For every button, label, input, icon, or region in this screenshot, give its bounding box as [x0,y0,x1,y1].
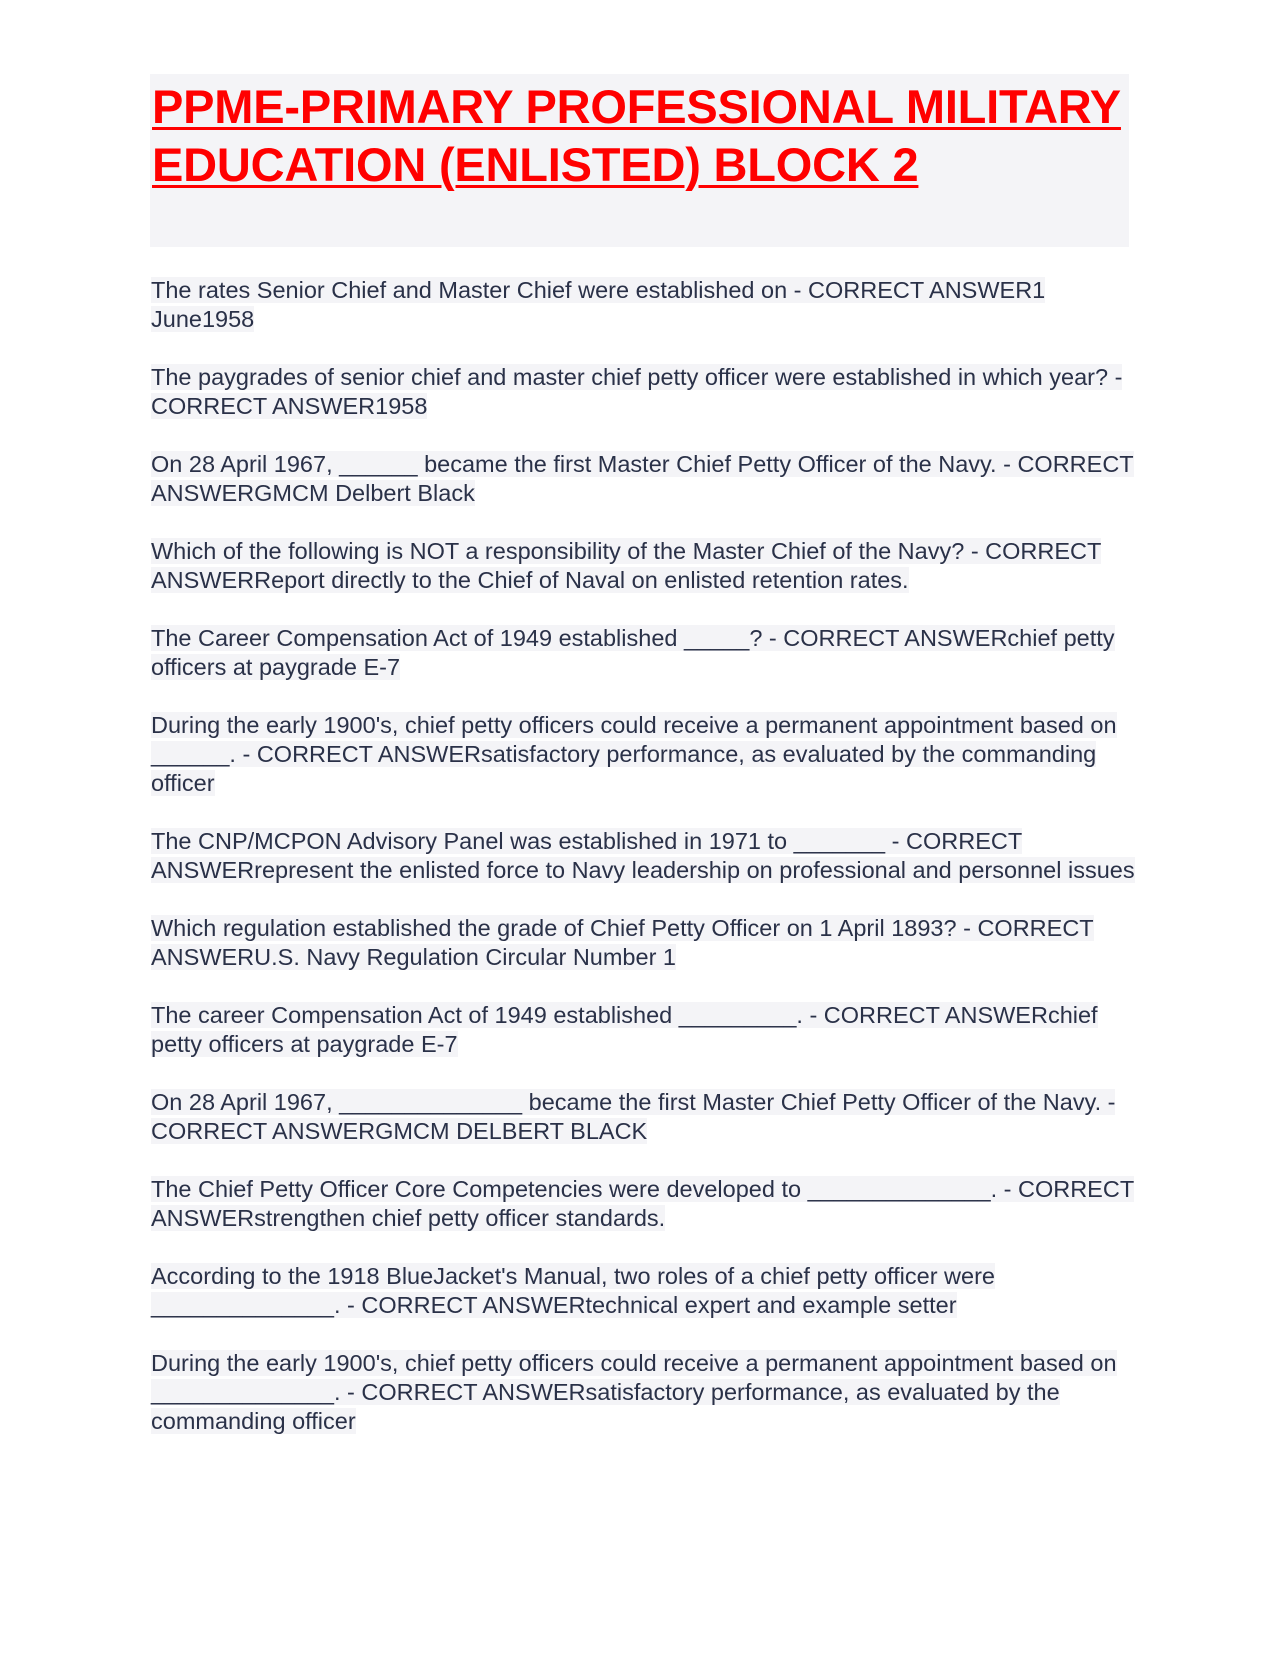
qa-item [151,363,1136,421]
qa-text: On 28 April 1967, ______________ became the first Master Chief Petty Officer of the Navy. - CORRECT ANSWERGMCM DELBERT BLACK [151,1089,1116,1144]
qa-item [151,914,1136,972]
qa-item [151,711,1136,798]
qa-item [151,276,1136,334]
qa-item [151,827,1136,885]
qa-text: The paygrades of senior chief and master chief petty officer were established in which year? - CORRECT ANSWER1958 [151,364,1123,419]
qa-item [151,537,1136,595]
qa-item [151,1088,1136,1146]
qa-text: The Chief Petty Officer Core Competencies were developed to ______________. - CORRECT ANSWERstrengthen chief petty officer standards. [151,1176,1135,1231]
qa-text: Which regulation established the grade of Chief Petty Officer on 1 April 1893? - CORRECT ANSWERU.S. Navy Regulation Circular Number 1 [151,915,1094,970]
qa-text: The career Compensation Act of 1949 established _________. - CORRECT ANSWERchief petty officers at paygrade E-7 [151,1002,1098,1057]
qa-item [151,1349,1136,1436]
qa-text: Which of the following is NOT a responsibility of the Master Chief of the Navy? - CORRECT ANSWERReport directly to the Chief of Naval on enlisted retention rates. [151,538,1102,593]
qa-item [151,1175,1136,1233]
qa-text: The CNP/MCPON Advisory Panel was established in 1971 to _______ - CORRECT ANSWERrepresent the enlisted force to Navy leadership on professional and personnel issues [151,828,1135,883]
qa-item [151,624,1136,682]
title-block [150,74,1129,247]
qa-item [151,1262,1136,1320]
qa-text: During the early 1900's, chief petty officers could receive a permanent appointment based on ______. - CORRECT ANSWERsatisfactory performance, as evaluated by the commanding officer [151,712,1117,796]
qa-item [151,450,1136,508]
qa-text: During the early 1900's, chief petty officers could receive a permanent appointment based on ______________. - CORRECT ANSWERsatisfactory performance, as evaluated by the commanding officer [151,1350,1117,1434]
qa-text: According to the 1918 BlueJacket's Manual, two roles of a chief petty officer were ______________. - CORRECT ANSWERtechnical expert and example setter [151,1263,995,1318]
qa-list [151,276,1136,1465]
qa-text: The rates Senior Chief and Master Chief were established on - CORRECT ANSWER1 June1958 [151,277,1046,332]
qa-text: The Career Compensation Act of 1949 established _____? - CORRECT ANSWERchief petty officers at paygrade E-7 [151,625,1115,680]
document-title: PPME-PRIMARY PROFESSIONAL MILITARY EDUCATION (ENLISTED) BLOCK 2 [152,80,1121,191]
qa-item [151,1001,1136,1059]
qa-text: On 28 April 1967, ______ became the first Master Chief Petty Officer of the Navy. - CORRECT ANSWERGMCM Delbert Black [151,451,1134,506]
